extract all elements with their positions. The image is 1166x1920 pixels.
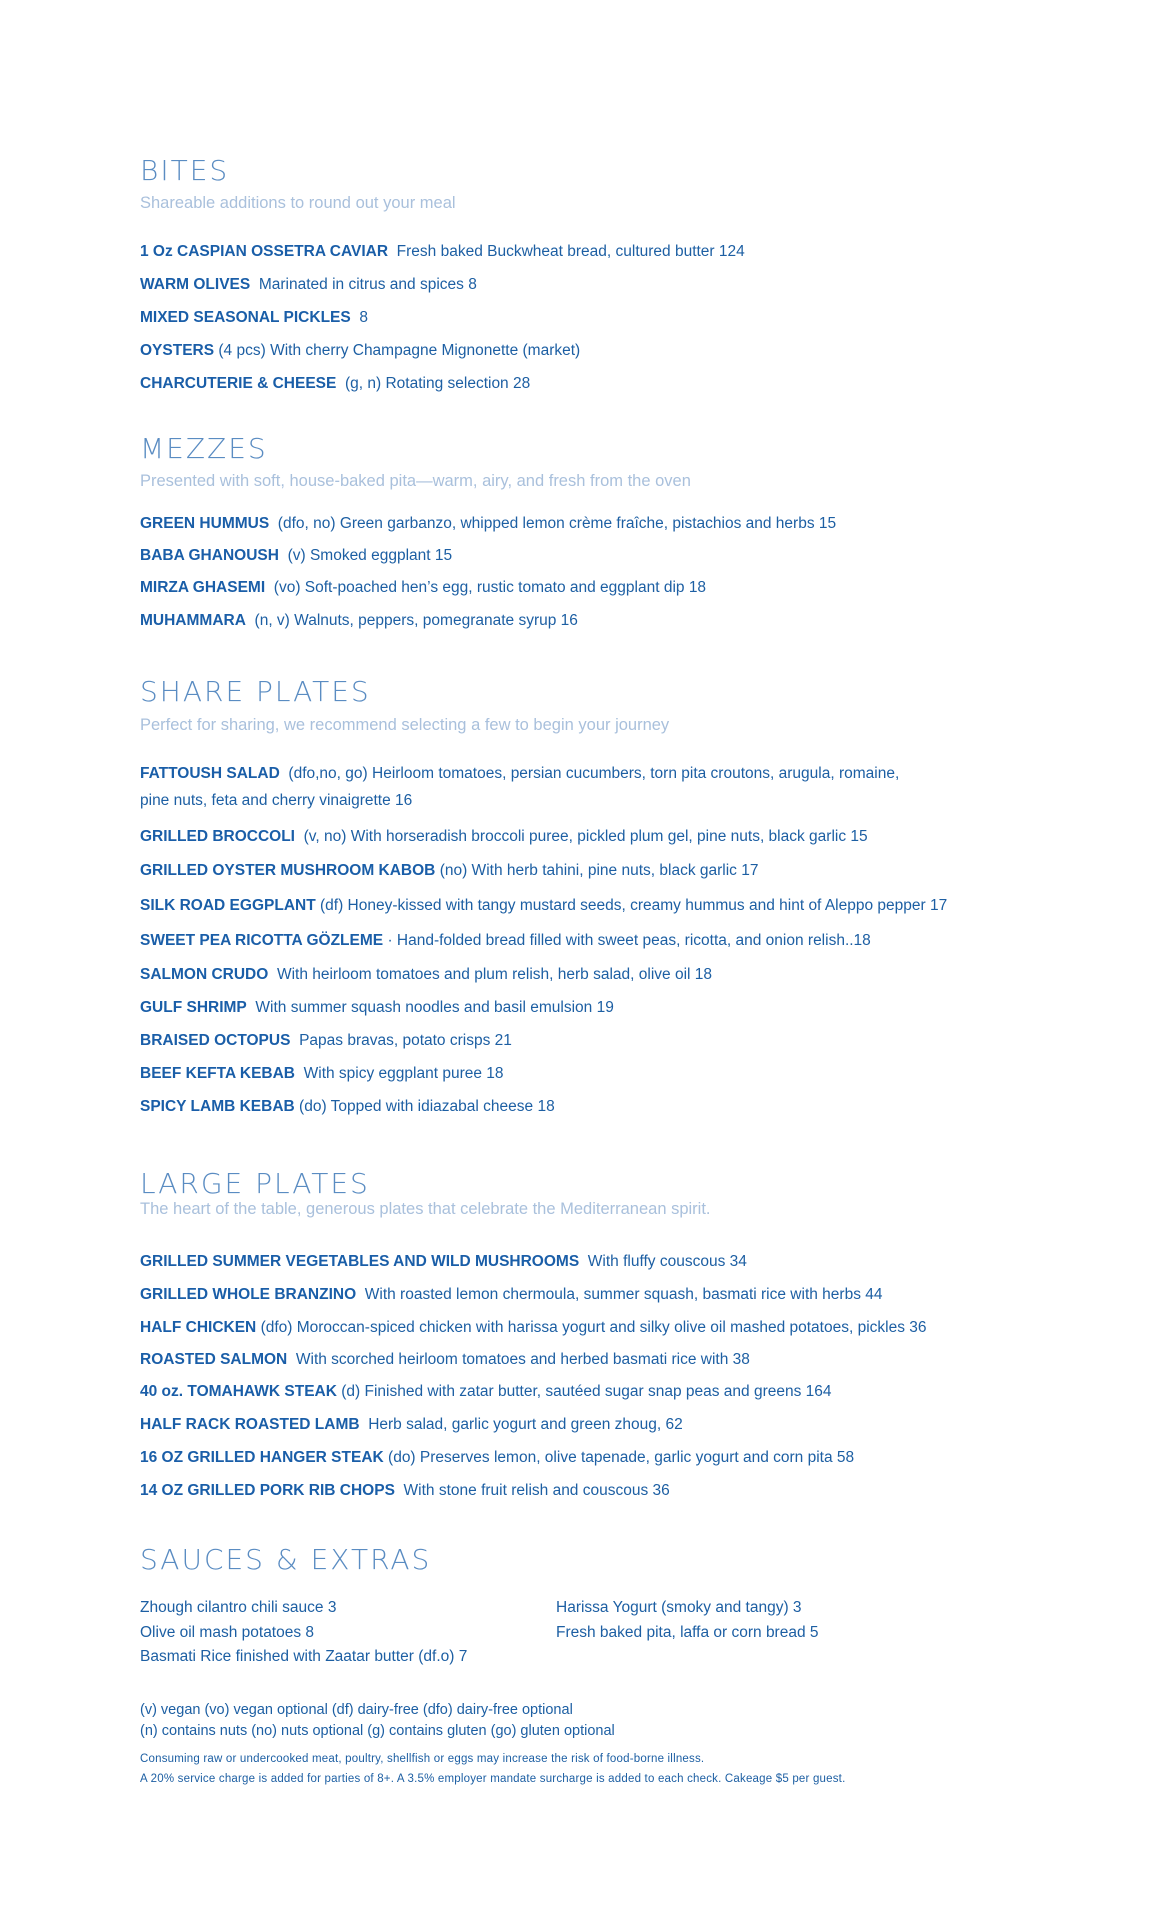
item-name: BEEF KEFTA KEBAB <box>140 1065 295 1082</box>
item-description: With roasted lemon chermoula, summer squash, basmati rice with herbs 44 <box>364 1286 883 1303</box>
item-description: (n, v) Walnuts, peppers, pomegranate syrup 16 <box>254 612 578 629</box>
section-subtitle-share-plates: Perfect for sharing, we recommend selecting a few to begin your journey <box>140 716 670 734</box>
item-name: BRAISED OCTOPUS <box>140 1032 291 1049</box>
fine-print-line: Consuming raw or undercooked meat, poultry, shellfish or eggs may increase the risk of food-borne illness. <box>140 1753 705 1765</box>
extra-item: Basmati Rice finished with Zaatar butter (df.o) 7 <box>140 1648 468 1665</box>
item-description: Fresh baked Buckwheat bread, cultured butter 124 <box>396 243 745 260</box>
item-name: HALF CHICKEN <box>140 1319 257 1336</box>
item-description: · Hand-folded bread filled with sweet peas, ricotta, and onion relish..18 <box>387 932 871 949</box>
menu-item <box>140 760 930 814</box>
item-description: (v) Smoked eggplant 15 <box>287 547 453 564</box>
item-name: 14 OZ GRILLED PORK RIB CHOPS <box>140 1482 395 1499</box>
item-description: (dfo,no, go) Heirloom tomatoes, persian cucumbers, torn pita croutons, arugula, romaine, pine nuts, feta and cherry vinaigrette 16 <box>140 765 900 809</box>
item-description: Herb salad, garlic yogurt and green zhoug, 62 <box>368 1416 683 1433</box>
item-description: (v, no) With horseradish broccoli puree, pickled plum gel, pine nuts, black garlic 15 <box>303 828 868 845</box>
item-name: MUHAMMARA <box>140 612 246 629</box>
menu-item <box>140 927 871 954</box>
menu-item <box>140 1027 512 1054</box>
section-title-sauces-extras: SAUCES & EXTRAS <box>140 1543 432 1576</box>
item-description: With heirloom tomatoes and plum relish, herb salad, olive oil 18 <box>276 966 713 983</box>
item-name: GRILLED WHOLE BRANZINO <box>140 1286 357 1303</box>
menu-item <box>140 1314 927 1341</box>
section-title-large-plates: LARGE PLATES <box>140 1167 370 1200</box>
section-title-share-plates: SHARE PLATES <box>140 675 371 708</box>
menu-item <box>140 304 368 331</box>
item-name: GRILLED BROCCOLI <box>140 828 295 845</box>
item-name: BABA GHANOUSH <box>140 547 279 564</box>
item-description: (no) With herb tahini, pine nuts, black garlic 17 <box>439 862 759 879</box>
item-name: MIRZA GHASEMI <box>140 579 266 596</box>
item-description: (dfo, no) Green garbanzo, whipped lemon crème fraîche, pistachios and herbs 15 <box>277 515 837 532</box>
item-description: With spicy eggplant puree 18 <box>303 1065 504 1082</box>
item-description: (dfo) Moroccan-spiced chicken with harissa yogurt and silky olive oil mashed potatoes, pickles 36 <box>260 1319 927 1336</box>
dietary-legend-line: (v) vegan (vo) vegan optional (df) dairy-free (dfo) dairy-free optional <box>140 1702 573 1718</box>
menu-item <box>140 1346 750 1373</box>
menu-item <box>140 238 745 265</box>
menu-item <box>140 1281 883 1308</box>
menu-item <box>140 607 578 634</box>
item-name: WARM OLIVES <box>140 276 251 293</box>
menu-item <box>140 1411 683 1438</box>
item-description: (vo) Soft-poached hen’s egg, rustic tomato and eggplant dip 18 <box>273 579 707 596</box>
item-description: (df) Honey-kissed with tangy mustard seeds, creamy hummus and hint of Aleppo pepper 17 <box>319 897 948 914</box>
item-name: SALMON CRUDO <box>140 966 269 983</box>
item-description: (4 pcs) With cherry Champagne Mignonette (market) <box>218 342 581 359</box>
item-description: 8 <box>359 309 368 326</box>
item-description: (do) Preserves lemon, olive tapenade, garlic yogurt and corn pita 58 <box>388 1449 855 1466</box>
menu-item <box>140 1378 832 1405</box>
section-title-mezzes: MEZZES <box>140 432 268 465</box>
item-description: (do) Topped with idiazabal cheese 18 <box>299 1098 555 1115</box>
section-subtitle-large-plates: The heart of the table, generous plates that celebrate the Mediterranean spirit. <box>140 1200 711 1218</box>
menu-item <box>140 823 868 850</box>
menu-item <box>140 1477 670 1504</box>
item-name: FATTOUSH SALAD <box>140 765 280 782</box>
menu-item <box>140 1444 854 1471</box>
extra-item: Olive oil mash potatoes 8 <box>140 1624 315 1641</box>
item-name: HALF RACK ROASTED LAMB <box>140 1416 360 1433</box>
extra-item: Zhough cilantro chili sauce 3 <box>140 1599 337 1616</box>
menu-item <box>140 370 530 397</box>
fine-print-line: A 20% service charge is added for parties of 8+. A 3.5% employer mandate surcharge is added to each check. Cakeage $5 per guest. <box>140 1773 846 1785</box>
item-description: Marinated in citrus and spices 8 <box>258 276 477 293</box>
extra-item: Harissa Yogurt (smoky and tangy) 3 <box>556 1599 802 1616</box>
item-name: OYSTERS <box>140 342 215 359</box>
item-description: With summer squash noodles and basil emulsion 19 <box>255 999 614 1016</box>
menu-item <box>140 1060 504 1087</box>
item-name: GREEN HUMMUS <box>140 515 270 532</box>
menu-item <box>140 337 580 364</box>
item-description: With stone fruit relish and couscous 36 <box>403 1482 670 1499</box>
menu-item <box>140 1093 555 1120</box>
item-name: CHARCUTERIE & CHEESE <box>140 375 337 392</box>
dietary-legend-line: (n) contains nuts (no) nuts optional (g) contains gluten (go) gluten optional <box>140 1723 615 1739</box>
item-description: With scorched heirloom tomatoes and herbed basmati rice with 38 <box>295 1351 750 1368</box>
item-description: (g, n) Rotating selection 28 <box>344 375 531 392</box>
item-name: SILK ROAD EGGPLANT <box>140 897 316 914</box>
section-title-bites: BITES <box>140 154 230 187</box>
menu-item <box>140 961 712 988</box>
section-subtitle-mezzes: Presented with soft, house-baked pita—warm, airy, and fresh from the oven <box>140 472 691 490</box>
item-name: MIXED SEASONAL PICKLES <box>140 309 351 326</box>
item-name: ROASTED SALMON <box>140 1351 288 1368</box>
menu-item <box>140 271 477 298</box>
item-name: GRILLED OYSTER MUSHROOM KABOB <box>140 862 436 879</box>
menu-item <box>140 892 947 919</box>
item-name: 40 oz. TOMAHAWK STEAK <box>140 1383 337 1400</box>
item-description: With fluffy couscous 34 <box>587 1253 747 1270</box>
item-name: 1 Oz CASPIAN OSSETRA CAVIAR <box>140 243 389 260</box>
section-subtitle-bites: Shareable additions to round out your meal <box>140 194 456 212</box>
extra-item: Fresh baked pita, laffa or corn bread 5 <box>556 1624 819 1641</box>
item-name: 16 OZ GRILLED HANGER STEAK <box>140 1449 384 1466</box>
item-description: (d) Finished with zatar butter, sautéed sugar snap peas and greens 164 <box>341 1383 832 1400</box>
menu-item <box>140 994 614 1021</box>
menu-item <box>140 574 706 601</box>
item-name: SPICY LAMB KEBAB <box>140 1098 295 1115</box>
item-description: Papas bravas, potato crisps 21 <box>299 1032 512 1049</box>
menu-item <box>140 542 452 569</box>
item-name: SWEET PEA RICOTTA GÖZLEME <box>140 932 384 949</box>
menu-item <box>140 857 758 884</box>
item-name: GULF SHRIMP <box>140 999 247 1016</box>
item-name: GRILLED SUMMER VEGETABLES AND WILD MUSHROOMS <box>140 1253 580 1270</box>
menu-item <box>140 1248 747 1275</box>
menu-item <box>140 510 836 537</box>
